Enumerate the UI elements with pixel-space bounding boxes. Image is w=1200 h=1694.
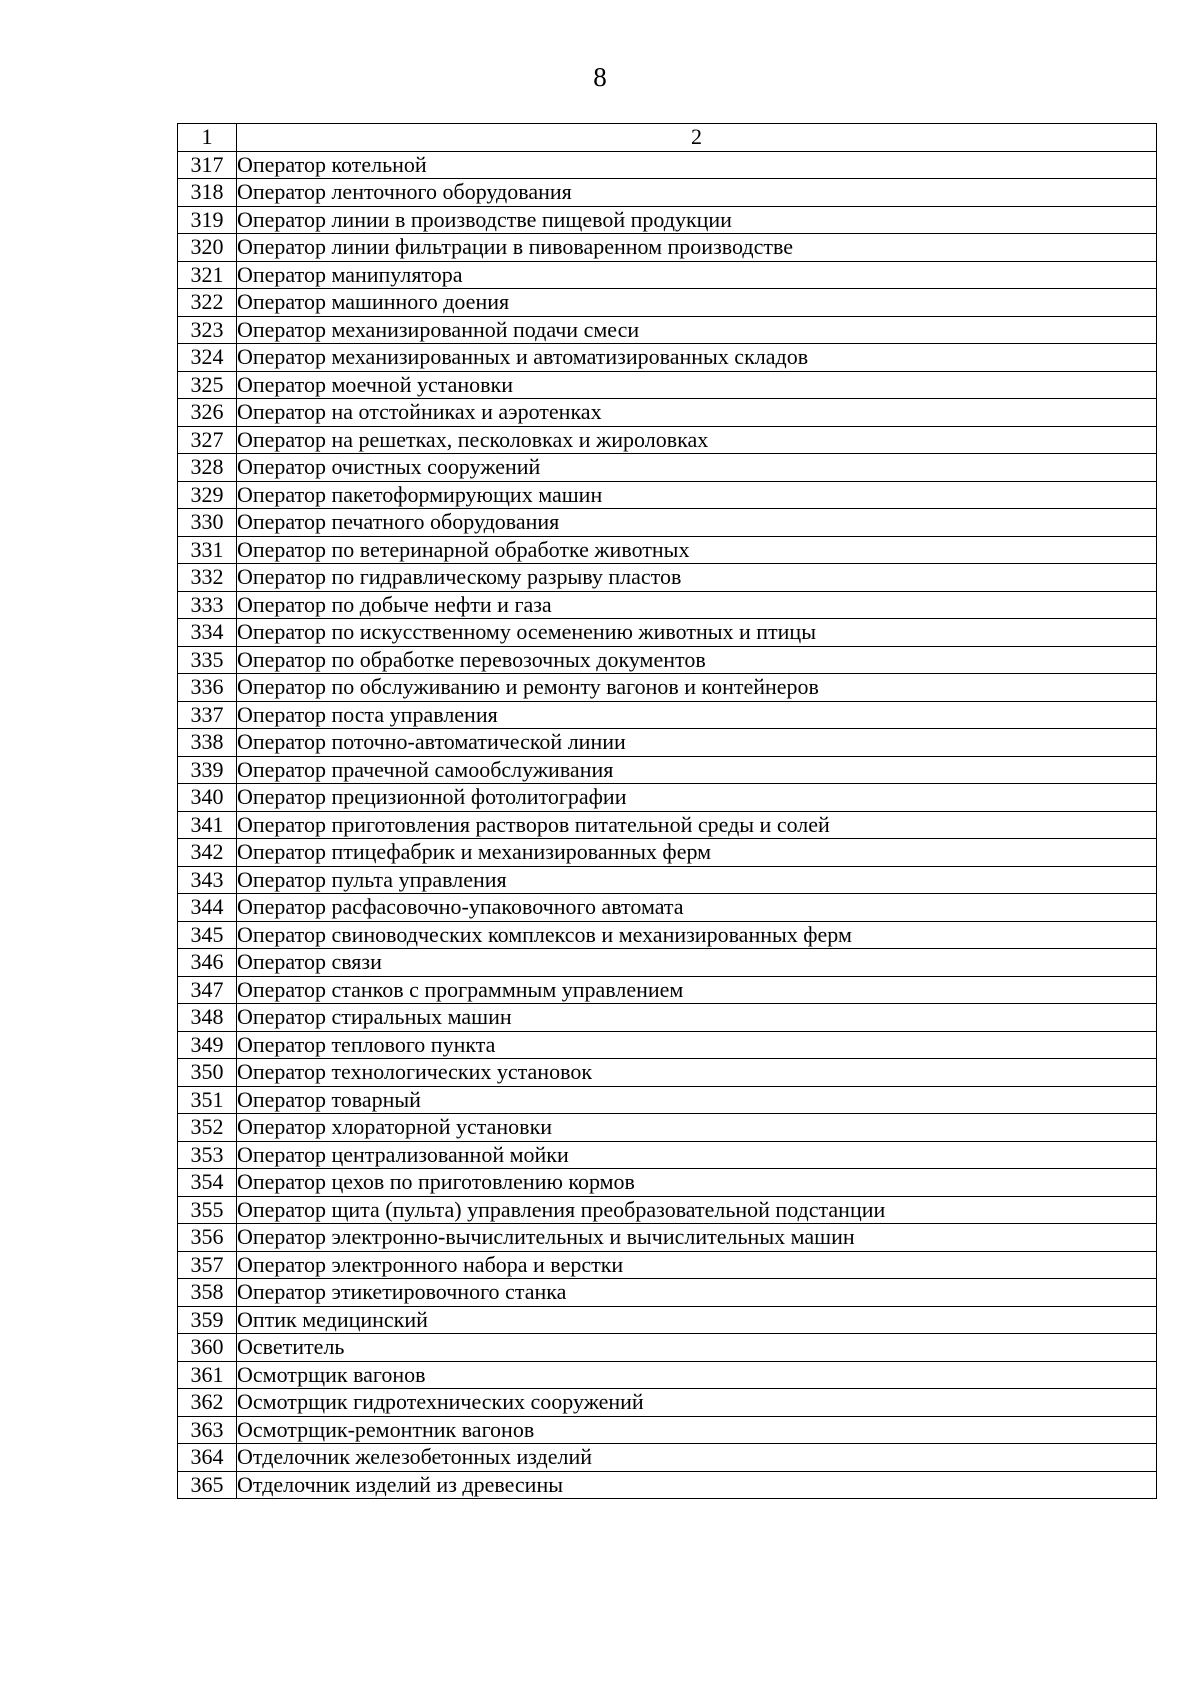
table-row <box>178 426 1157 454</box>
table-row <box>178 701 1157 729</box>
row-number: 339 <box>178 756 237 784</box>
profession-name: Оператор машинного доения <box>237 289 1157 317</box>
row-number: 361 <box>178 1361 237 1389</box>
table-row <box>178 674 1157 702</box>
row-number: 340 <box>178 784 237 812</box>
profession-name: Оператор ленточного оборудования <box>237 179 1157 207</box>
profession-name: Оператор по обслуживанию и ремонту вагонов и контейнеров <box>237 674 1157 702</box>
table-row <box>178 1114 1157 1142</box>
profession-name: Оптик медицинский <box>237 1306 1157 1334</box>
row-number: 332 <box>178 564 237 592</box>
row-number: 327 <box>178 426 237 454</box>
row-number: 353 <box>178 1141 237 1169</box>
table-row <box>178 1086 1157 1114</box>
table-row <box>178 564 1157 592</box>
row-number: 355 <box>178 1196 237 1224</box>
profession-name: Оператор по искусственному осеменению животных и птицы <box>237 619 1157 647</box>
row-number: 344 <box>178 894 237 922</box>
table-row <box>178 921 1157 949</box>
profession-name: Оператор технологических установок <box>237 1059 1157 1087</box>
profession-name: Оператор прачечной самообслуживания <box>237 756 1157 784</box>
row-number: 362 <box>178 1389 237 1417</box>
professions-table <box>177 123 1157 1499</box>
profession-name: Осветитель <box>237 1334 1157 1362</box>
profession-name: Оператор связи <box>237 949 1157 977</box>
table-header-row <box>178 124 1157 152</box>
row-number: 345 <box>178 921 237 949</box>
profession-name: Осмотрщик гидротехнических сооружений <box>237 1389 1157 1417</box>
row-number: 329 <box>178 481 237 509</box>
row-number: 322 <box>178 289 237 317</box>
profession-name: Оператор на отстойниках и аэротенках <box>237 399 1157 427</box>
profession-name: Оператор расфасовочно-упаковочного автомата <box>237 894 1157 922</box>
table-row <box>178 811 1157 839</box>
row-number: 338 <box>178 729 237 757</box>
profession-name: Отделочник изделий из древесины <box>237 1471 1157 1499</box>
profession-name: Оператор щита (пульта) управления преобразовательной подстанции <box>237 1196 1157 1224</box>
table-row <box>178 1306 1157 1334</box>
row-number: 346 <box>178 949 237 977</box>
row-number: 347 <box>178 976 237 1004</box>
row-number: 351 <box>178 1086 237 1114</box>
table-row <box>178 234 1157 262</box>
table-row <box>178 1444 1157 1472</box>
table-row <box>178 866 1157 894</box>
row-number: 360 <box>178 1334 237 1362</box>
profession-name: Оператор станков с программным управлением <box>237 976 1157 1004</box>
table-row <box>178 646 1157 674</box>
table-row <box>178 151 1157 179</box>
row-number: 336 <box>178 674 237 702</box>
table-row <box>178 454 1157 482</box>
profession-name: Оператор манипулятора <box>237 261 1157 289</box>
profession-name: Оператор хлораторной установки <box>237 1114 1157 1142</box>
profession-name: Оператор электронного набора и верстки <box>237 1251 1157 1279</box>
row-number: 321 <box>178 261 237 289</box>
row-number: 317 <box>178 151 237 179</box>
row-number: 359 <box>178 1306 237 1334</box>
profession-name: Оператор котельной <box>237 151 1157 179</box>
row-number: 335 <box>178 646 237 674</box>
profession-name: Оператор механизированной подачи смеси <box>237 316 1157 344</box>
header-col-name: 2 <box>237 124 1157 152</box>
profession-name: Оператор этикетировочного станка <box>237 1279 1157 1307</box>
profession-name: Оператор приготовления растворов питательной среды и солей <box>237 811 1157 839</box>
profession-name: Оператор поточно-автоматической линии <box>237 729 1157 757</box>
table-row <box>178 371 1157 399</box>
profession-name: Оператор моечной установки <box>237 371 1157 399</box>
profession-name: Оператор цехов по приготовлению кормов <box>237 1169 1157 1197</box>
row-number: 328 <box>178 454 237 482</box>
profession-name: Оператор свиноводческих комплексов и механизированных ферм <box>237 921 1157 949</box>
table-row <box>178 1004 1157 1032</box>
table-row <box>178 1416 1157 1444</box>
profession-name: Оператор пульта управления <box>237 866 1157 894</box>
row-number: 343 <box>178 866 237 894</box>
row-number: 318 <box>178 179 237 207</box>
row-number: 337 <box>178 701 237 729</box>
profession-name: Оператор поста управления <box>237 701 1157 729</box>
table-row <box>178 839 1157 867</box>
table-row <box>178 619 1157 647</box>
profession-name: Оператор пакетоформирующих машин <box>237 481 1157 509</box>
row-number: 326 <box>178 399 237 427</box>
table-row <box>178 1031 1157 1059</box>
row-number: 341 <box>178 811 237 839</box>
table-row <box>178 976 1157 1004</box>
table-row <box>178 1224 1157 1252</box>
table-row <box>178 729 1157 757</box>
table-row <box>178 481 1157 509</box>
page-number: 8 <box>593 62 607 92</box>
profession-name: Оператор централизованной мойки <box>237 1141 1157 1169</box>
row-number: 325 <box>178 371 237 399</box>
row-number: 348 <box>178 1004 237 1032</box>
header-col-number: 1 <box>178 124 237 152</box>
row-number: 358 <box>178 1279 237 1307</box>
table-row <box>178 179 1157 207</box>
table-row <box>178 344 1157 372</box>
profession-name: Оператор теплового пункта <box>237 1031 1157 1059</box>
table-row <box>178 1361 1157 1389</box>
profession-name: Оператор механизированных и автоматизированных складов <box>237 344 1157 372</box>
row-number: 364 <box>178 1444 237 1472</box>
row-number: 363 <box>178 1416 237 1444</box>
profession-name: Отделочник железобетонных изделий <box>237 1444 1157 1472</box>
profession-name: Оператор электронно-вычислительных и вычислительных машин <box>237 1224 1157 1252</box>
row-number: 331 <box>178 536 237 564</box>
profession-name: Оператор печатного оборудования <box>237 509 1157 537</box>
row-number: 323 <box>178 316 237 344</box>
table-row <box>178 316 1157 344</box>
row-number: 365 <box>178 1471 237 1499</box>
row-number: 350 <box>178 1059 237 1087</box>
profession-name: Оператор линии в производстве пищевой продукции <box>237 206 1157 234</box>
table-row <box>178 1196 1157 1224</box>
row-number: 357 <box>178 1251 237 1279</box>
profession-name: Осмотрщик-ремонтник вагонов <box>237 1416 1157 1444</box>
table-row <box>178 784 1157 812</box>
profession-name: Оператор птицефабрик и механизированных ферм <box>237 839 1157 867</box>
row-number: 324 <box>178 344 237 372</box>
table-row <box>178 289 1157 317</box>
row-number: 319 <box>178 206 237 234</box>
row-number: 352 <box>178 1114 237 1142</box>
table-row <box>178 894 1157 922</box>
profession-name: Оператор по гидравлическому разрыву пластов <box>237 564 1157 592</box>
table-row <box>178 509 1157 537</box>
table-row <box>178 261 1157 289</box>
table-row <box>178 1251 1157 1279</box>
table-row <box>178 591 1157 619</box>
row-number: 320 <box>178 234 237 262</box>
row-number: 356 <box>178 1224 237 1252</box>
profession-name: Осмотрщик вагонов <box>237 1361 1157 1389</box>
table-row <box>178 1169 1157 1197</box>
row-number: 342 <box>178 839 237 867</box>
table-row <box>178 1471 1157 1499</box>
table-row <box>178 1279 1157 1307</box>
table-row <box>178 536 1157 564</box>
table-row <box>178 206 1157 234</box>
profession-name: Оператор по обработке перевозочных документов <box>237 646 1157 674</box>
table-row <box>178 1334 1157 1362</box>
table-row <box>178 1141 1157 1169</box>
row-number: 333 <box>178 591 237 619</box>
profession-name: Оператор прецизионной фотолитографии <box>237 784 1157 812</box>
profession-name: Оператор линии фильтрации в пивоваренном производстве <box>237 234 1157 262</box>
table-row <box>178 399 1157 427</box>
row-number: 354 <box>178 1169 237 1197</box>
row-number: 349 <box>178 1031 237 1059</box>
table-row <box>178 949 1157 977</box>
profession-name: Оператор стиральных машин <box>237 1004 1157 1032</box>
profession-name: Оператор на решетках, песколовках и жироловках <box>237 426 1157 454</box>
row-number: 330 <box>178 509 237 537</box>
table-row <box>178 1389 1157 1417</box>
row-number: 334 <box>178 619 237 647</box>
profession-name: Оператор товарный <box>237 1086 1157 1114</box>
profession-name: Оператор очистных сооружений <box>237 454 1157 482</box>
table-row <box>178 1059 1157 1087</box>
profession-name: Оператор по ветеринарной обработке животных <box>237 536 1157 564</box>
profession-name: Оператор по добыче нефти и газа <box>237 591 1157 619</box>
table-row <box>178 756 1157 784</box>
